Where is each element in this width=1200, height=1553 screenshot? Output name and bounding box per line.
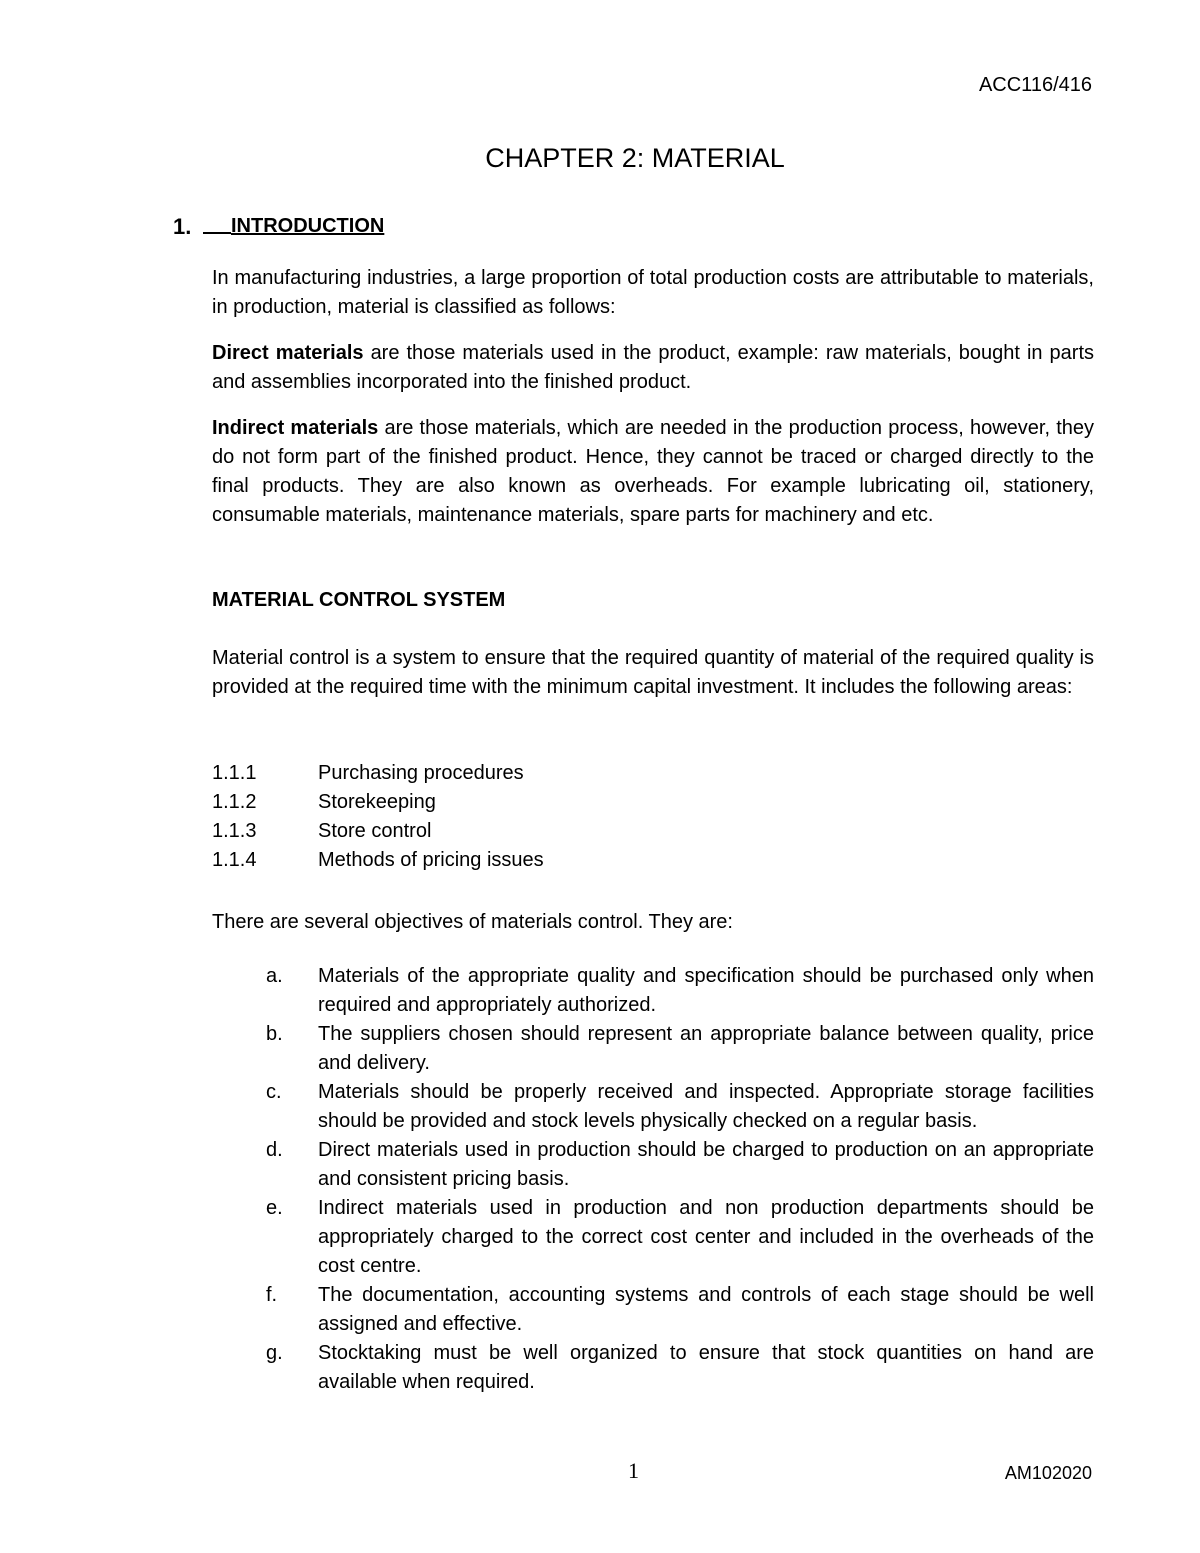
course-code: ACC116/416 bbox=[978, 74, 1092, 96]
indirect-materials-paragraph bbox=[212, 414, 1094, 530]
list-item: a. Materials of the appropriate quality and specification should be purchased only when required and appropriately authorized. bbox=[266, 965, 1094, 1016]
section-title-text: INTRODUCTION bbox=[231, 215, 385, 237]
list-item: 1.1.4 Methods of pricing issues bbox=[212, 849, 544, 871]
list-item: 1.1.3 Store control bbox=[212, 820, 432, 842]
list-item: e. Indirect materials used in production and non production departments should be appropriately charged to the correct cost center and included in the overheads of the cost centre. bbox=[266, 1197, 1094, 1277]
list-item: c. Materials should be properly received and inspected. Appropriate storage facilities should be provided and stock levels physically checked on a regular basis. bbox=[266, 1081, 1094, 1132]
section-number: 1. bbox=[173, 214, 192, 239]
indirect-materials-text: are those materials, which are needed in the production process, however, they do not form part of the finished product. Hence, they cannot be traced or charged directly to the final products. They are also known as overheads. For example lubricating oil, stationery, consumable materials, maintenance materials, spare parts for machinery and etc. bbox=[212, 417, 1095, 526]
control-areas-list bbox=[212, 759, 544, 875]
direct-materials-term: Direct materials bbox=[212, 342, 364, 364]
objectives-intro: There are several objectives of materials control. They are: bbox=[212, 911, 733, 933]
list-item: d. Direct materials used in production should be charged to production on an appropriate and consistent pricing basis. bbox=[266, 1139, 1094, 1190]
list-item: 1.1.2 Storekeeping bbox=[212, 791, 436, 813]
list-item: g. Stocktaking must be well organized to ensure that stock quantities on hand are available when required. bbox=[266, 1342, 1094, 1393]
footer-code: AM102020 bbox=[1004, 1463, 1092, 1483]
objectives-list bbox=[212, 962, 1094, 1397]
list-item: b. The suppliers chosen should represent an appropriate balance between quality, price and delivery. bbox=[266, 1023, 1094, 1074]
intro-paragraph: In manufacturing industries, a large proportion of total production costs are attributable to materials, in production, material is classified as follows: bbox=[212, 267, 1094, 318]
section-title bbox=[203, 214, 384, 238]
page-number: 1 bbox=[628, 1458, 639, 1483]
list-item: 1.1.1 Purchasing procedures bbox=[212, 762, 524, 784]
direct-materials-text: are those materials used in the product, example: raw materials, bought in parts and assemblies incorporated into the finished product. bbox=[212, 342, 1094, 393]
indirect-materials-term: Indirect materials bbox=[212, 417, 379, 439]
material-control-heading: MATERIAL CONTROL SYSTEM bbox=[212, 589, 506, 611]
chapter-title: CHAPTER 2: MATERIAL bbox=[485, 143, 785, 173]
list-item: f. The documentation, accounting systems and controls of each stage should be well assigned and effective. bbox=[266, 1284, 1094, 1335]
material-control-paragraph: Material control is a system to ensure that the required quantity of material of the required quality is provided at the required time with the minimum capital investment. It includes the following areas: bbox=[212, 647, 1094, 698]
direct-materials-paragraph bbox=[212, 339, 1094, 397]
